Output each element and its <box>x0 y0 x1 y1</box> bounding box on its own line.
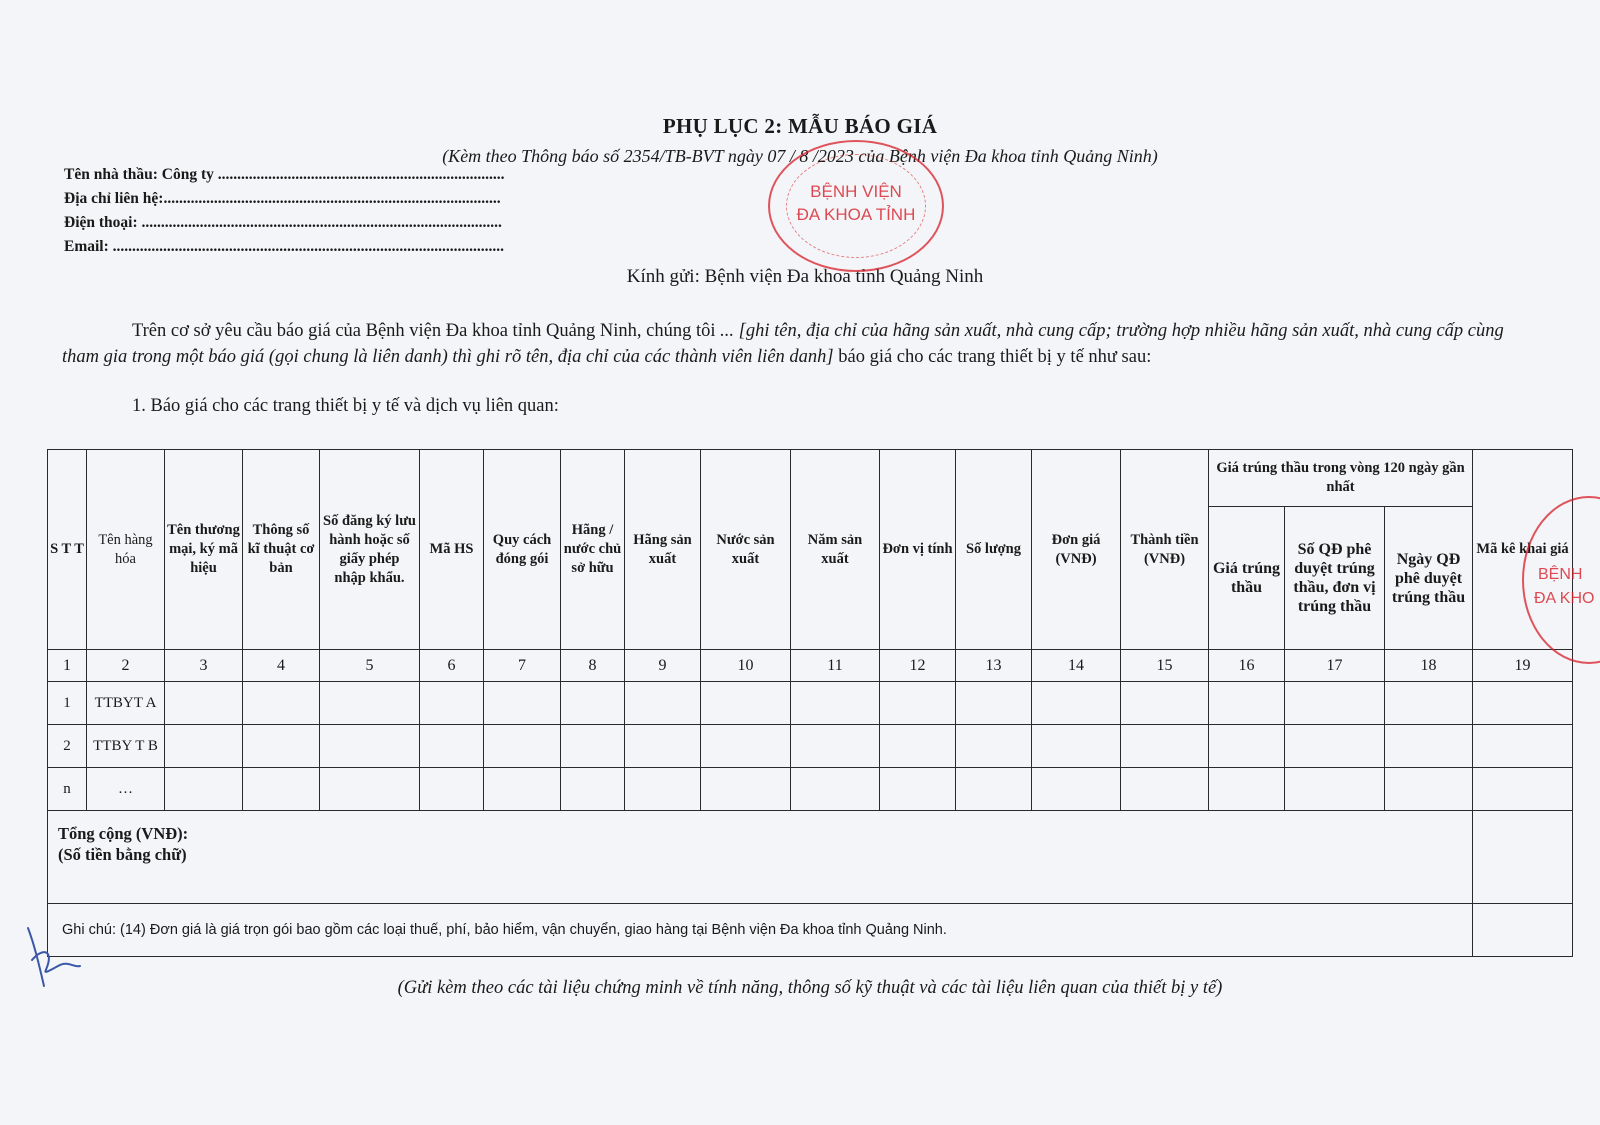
intro-tail: báo giá cho các trang thiết bị y tế như sau: <box>833 347 1152 367</box>
col-number: 4 <box>243 650 320 682</box>
col-header-11: Năm sản xuất <box>791 450 880 650</box>
col-number: 6 <box>420 650 484 682</box>
contractor-address: Địa chỉ liên hệ:....................................................................................... <box>64 190 501 207</box>
col-number: 16 <box>1209 650 1285 682</box>
col-header-1: S T T <box>48 450 87 650</box>
contractor-phone: Điện thoại: ............................................................................................. <box>64 214 502 231</box>
col-number: 19 <box>1473 650 1573 682</box>
col-number: 10 <box>701 650 791 682</box>
table-row <box>48 768 1573 811</box>
intro-lead: Trên cơ sở yêu cầu báo giá của Bệnh viện Đa khoa tỉnh Quảng Ninh, chúng tôi <box>132 321 721 341</box>
document-title: PHỤ LỤC 2: MẪU BÁO GIÁ <box>662 114 938 138</box>
total-label: Tổng cộng (VNĐ): <box>58 824 189 843</box>
note-row <box>48 904 1573 957</box>
col-number: 5 <box>320 650 420 682</box>
row-stt: 1 <box>48 682 87 725</box>
col-number: 18 <box>1385 650 1473 682</box>
group-header: Giá trúng thầu trong vòng 120 ngày gần nhất <box>1209 450 1473 507</box>
col-header-15: Thành tiền (VNĐ) <box>1121 450 1209 650</box>
col-header-2: Tên hàng hóa <box>87 450 165 650</box>
col-number: 15 <box>1121 650 1209 682</box>
side-stamp-line-1: BỆNH <box>1538 566 1583 583</box>
row-item-name: … <box>87 768 165 811</box>
total-in-words-label: (Số tiền bằng chữ) <box>58 845 187 864</box>
quotation-table <box>47 449 1573 957</box>
col-header-17: Số QĐ phê duyệt trúng thầu, đơn vị trúng thầu <box>1285 507 1385 650</box>
col-header-16: Giá trúng thầu <box>1209 507 1285 650</box>
col-number: 9 <box>625 650 701 682</box>
col-header-3: Tên thương mại, ký mã hiệu <box>165 450 243 650</box>
stamp-line-1: BỆNH VIỆN <box>810 182 902 201</box>
col-header-7: Quy cách đóng gói <box>484 450 561 650</box>
note-cell <box>48 904 1473 957</box>
stamp-line-2: ĐA KHOA TỈNH <box>796 205 916 224</box>
total-cell <box>48 811 1473 904</box>
signature-icon <box>18 920 88 1000</box>
column-number-row <box>48 650 1573 682</box>
header-row-1 <box>48 450 1573 507</box>
row-item-name: TTBYT A <box>87 682 165 725</box>
contractor-name: Tên nhà thầu: Công ty .......................................................................... <box>64 166 505 183</box>
col-header-9: Hãng sản xuất <box>625 450 701 650</box>
total-row <box>48 811 1573 904</box>
col-header-10: Nước sản xuất <box>701 450 791 650</box>
intro-paragraph <box>62 318 1542 370</box>
col-header-8: Hãng / nước chủ sở hữu <box>561 450 625 650</box>
col-number: 3 <box>165 650 243 682</box>
col-number: 13 <box>956 650 1032 682</box>
footer-note: (Gửi kèm theo các tài liệu chứng minh về tính năng, thông số kỹ thuật và các tài liệu liên quan của thiết bị y tế) <box>397 978 1223 998</box>
col-number: 14 <box>1032 650 1121 682</box>
col-number: 2 <box>87 650 165 682</box>
col-number: 8 <box>561 650 625 682</box>
col-number: 1 <box>48 650 87 682</box>
salutation: Kính gửi: Bệnh viện Đa khoa tỉnh Quảng Ninh <box>626 266 984 287</box>
col-header-4: Thông số kĩ thuật cơ bản <box>243 450 320 650</box>
row-item-name: TTBY T B <box>87 725 165 768</box>
col-number: 7 <box>484 650 561 682</box>
row-stt: n <box>48 768 87 811</box>
col-header-13: Số lượng <box>956 450 1032 650</box>
col-number: 11 <box>791 650 880 682</box>
col-header-18: Ngày QĐ phê duyệt trúng thầu <box>1385 507 1473 650</box>
contractor-email: Email: ..................................................................................................... <box>64 238 505 255</box>
col-header-14: Đơn giá (VNĐ) <box>1032 450 1121 650</box>
intro-italic: ... [ghi tên, địa chỉ của hãng sản xuất, nhà cung cấp; trường hợp nhiều hãng sản xuất, nhà cung cấp cùng tham gia trong một báo giá (gọi chung là liên danh) thì ghi rõ tên, địa chỉ của các thành viên liên danh] <box>62 321 1504 367</box>
col-number: 17 <box>1285 650 1385 682</box>
table-row <box>48 725 1573 768</box>
row-stt: 2 <box>48 725 87 768</box>
col-header-5: Số đăng ký lưu hành hoặc số giấy phép nhập khẩu. <box>320 450 420 650</box>
side-stamp-line-2: ĐA KHO <box>1534 590 1595 607</box>
col-number: 12 <box>880 650 956 682</box>
col-header-12: Đơn vị tính <box>880 450 956 650</box>
note-text: Ghi chú: (14) Đơn giá là giá trọn gói bao gồm các loại thuế, phí, bảo hiểm, vận chuyển, giao hàng tại Bệnh viện Đa khoa tỉnh Quảng Ninh. <box>62 922 947 938</box>
col-header-19: Mã kê khai giá <box>1473 450 1573 650</box>
document-subtitle: (Kèm theo Thông báo số 2354/TB-BVT ngày 07 / 8 /2023 của Bệnh viện Đa khoa tỉnh Quảng Ninh) <box>442 146 1158 166</box>
section-heading: 1. Báo giá cho các trang thiết bị y tế và dịch vụ liên quan: <box>132 396 559 416</box>
table-row <box>48 682 1573 725</box>
col-header-6: Mã HS <box>420 450 484 650</box>
